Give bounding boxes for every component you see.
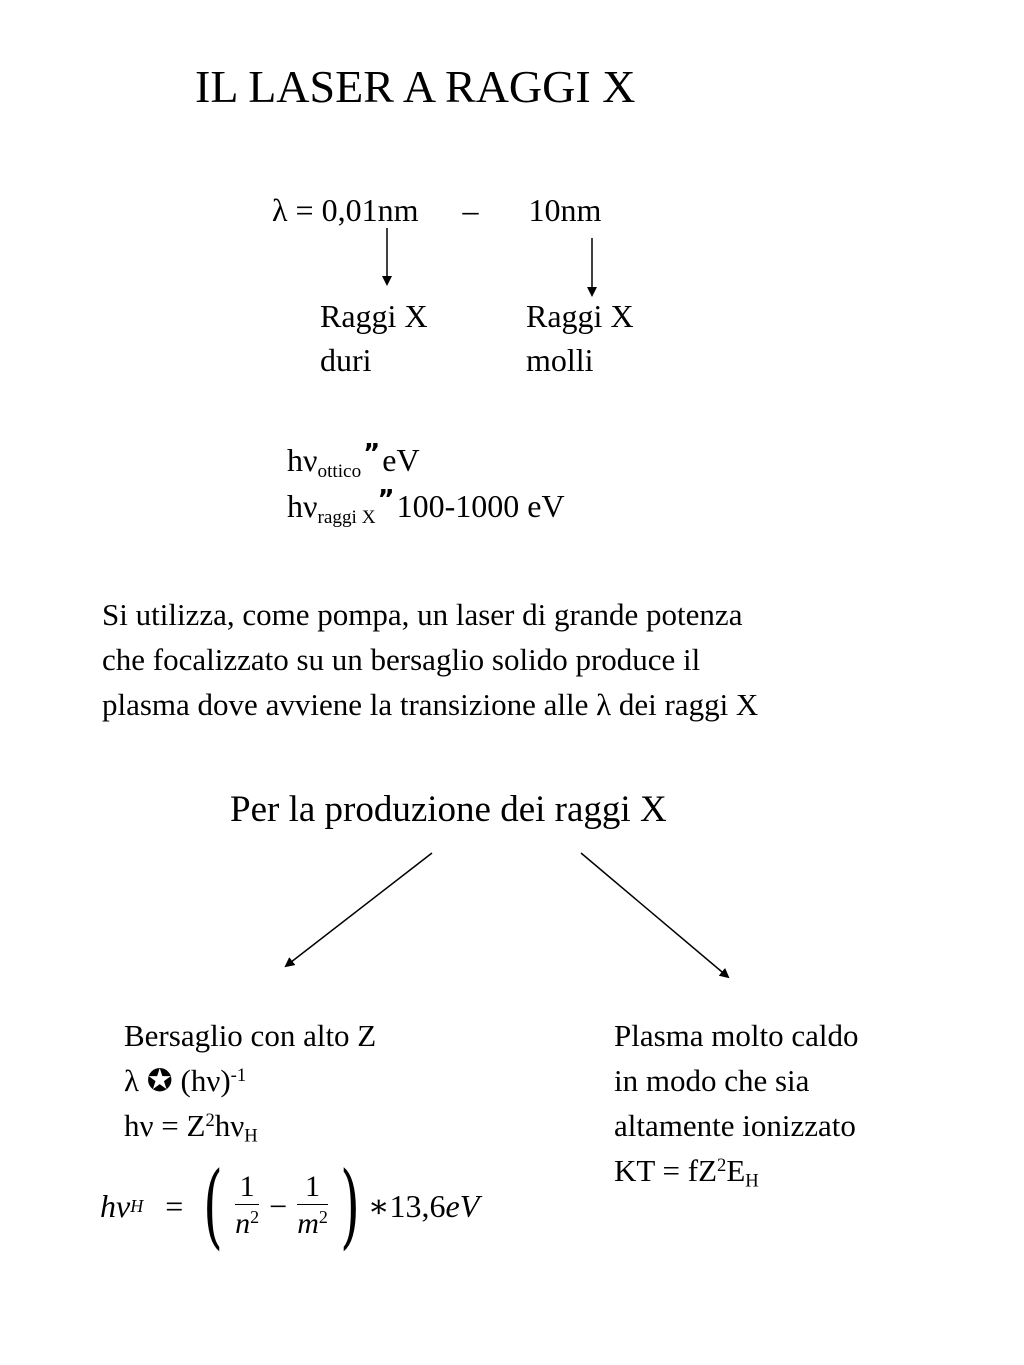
fraction-n: $\frac{1}{n^2}$ [235,1169,260,1240]
xray-energy: $h\nu_{raggi X}^”100-1000$ eV [287,485,565,528]
lambda-symbol: λ [272,192,288,228]
left-branch-text: Bersaglio con alto Z λ ✪ $(h\nu)^{-1}$ $h\nu = Z^2h\nu_H$ [124,1018,377,1147]
right-branch-text: Plasma molto caldo in modo che sia altamente ionizzato KT = $fZ^2E_H$ [614,1018,859,1192]
optical-energy: $h\nu_{ottico}^”eV$ [287,439,420,482]
page-title: IL LASER A RAGGI X [195,61,636,112]
right-paren: ) [339,1152,360,1259]
hydrogen-energy-formula: hν H = ( $\frac{1}{n^2}$ − $\frac{1}{m^2}$ ) ∗ 13,6 eV [100,1152,480,1259]
lower-wavelength: = 0,01nm [295,192,419,228]
range-dash: – [462,192,479,228]
description-paragraph: Si utilizza, come pompa, un laser di grande potenza che focalizzato su un bersaglio solido produce il plasma dove avviene la transizione alle λ dei raggi X [102,597,759,722]
left-paren: ( [203,1152,224,1259]
soft-xray-label: Raggi X molli [526,298,634,378]
arrow-right-branch [581,853,728,977]
hard-xray-label: Raggi X duri [320,298,428,378]
production-heading: Per la produzione dei raggi X [230,789,667,830]
arrow-left-branch [286,853,432,966]
upper-wavelength: 10nm [528,192,602,228]
fraction-m: $\frac{1}{m^2}$ [297,1169,328,1240]
